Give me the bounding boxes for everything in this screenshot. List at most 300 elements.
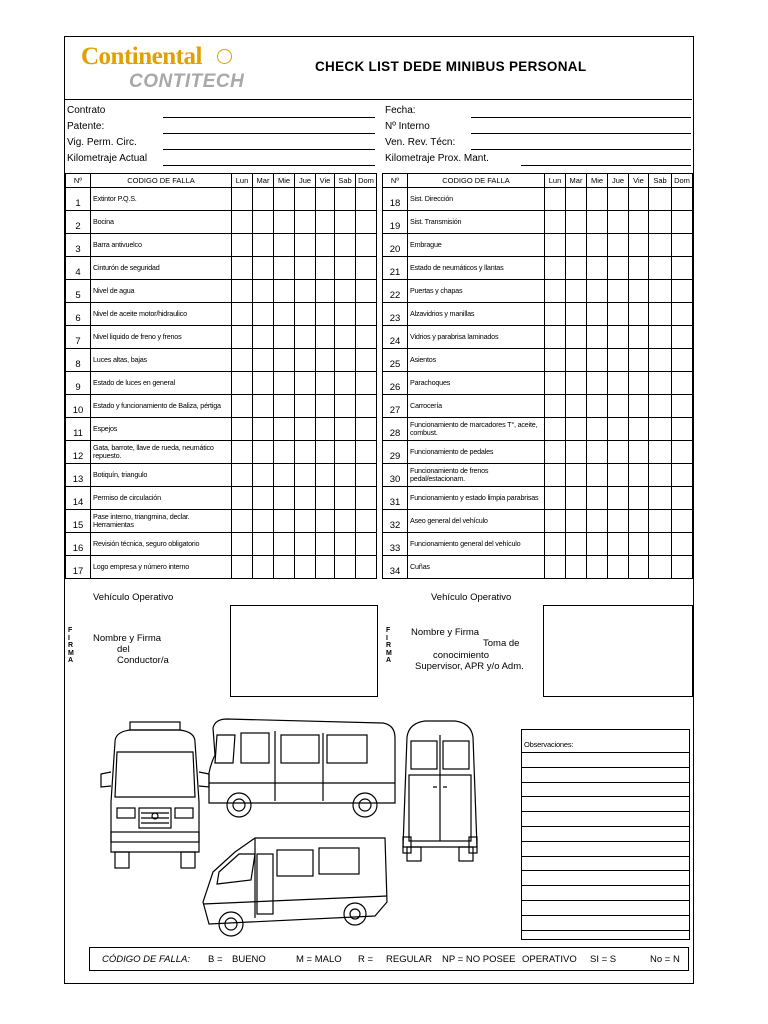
day-check-cell[interactable] bbox=[566, 464, 587, 487]
day-check-cell[interactable] bbox=[566, 188, 587, 211]
day-check-cell[interactable] bbox=[335, 556, 356, 579]
day-check-cell[interactable] bbox=[629, 510, 649, 533]
day-check-cell[interactable] bbox=[629, 418, 649, 441]
day-check-cell[interactable] bbox=[672, 188, 693, 211]
day-check-cell[interactable] bbox=[649, 326, 672, 349]
day-check-cell[interactable] bbox=[649, 349, 672, 372]
day-check-cell[interactable] bbox=[649, 303, 672, 326]
day-check-cell[interactable] bbox=[335, 533, 356, 556]
day-check-cell[interactable] bbox=[672, 257, 693, 280]
legend-bueno: BUENO bbox=[232, 954, 266, 965]
day-check-cell[interactable] bbox=[295, 303, 316, 326]
day-check-cell[interactable] bbox=[356, 372, 377, 395]
day-check-cell[interactable] bbox=[672, 234, 693, 257]
header-day: Dom bbox=[356, 174, 377, 188]
day-check-cell[interactable] bbox=[295, 464, 316, 487]
day-check-cell[interactable] bbox=[649, 487, 672, 510]
checklist-row bbox=[66, 464, 377, 487]
day-check-cell[interactable] bbox=[566, 556, 587, 579]
day-check-cell[interactable] bbox=[545, 464, 566, 487]
day-check-cell[interactable] bbox=[316, 349, 335, 372]
day-check-cell[interactable] bbox=[356, 464, 377, 487]
day-check-cell[interactable] bbox=[232, 372, 253, 395]
day-check-cell[interactable] bbox=[316, 326, 335, 349]
day-check-cell[interactable] bbox=[253, 418, 274, 441]
day-check-cell[interactable] bbox=[566, 418, 587, 441]
day-check-cell[interactable] bbox=[295, 349, 316, 372]
item-number: 20 bbox=[383, 234, 408, 257]
form-header bbox=[65, 37, 692, 100]
day-check-cell[interactable] bbox=[672, 303, 693, 326]
day-check-cell[interactable] bbox=[566, 487, 587, 510]
day-check-cell[interactable] bbox=[253, 372, 274, 395]
item-description: Gata, barrote, llave de rueda, neumático repuesto. bbox=[91, 441, 232, 464]
day-check-cell[interactable] bbox=[253, 487, 274, 510]
day-check-cell[interactable] bbox=[566, 326, 587, 349]
vig-perm-field[interactable] bbox=[163, 149, 375, 150]
day-check-cell[interactable] bbox=[608, 418, 629, 441]
day-check-cell[interactable] bbox=[253, 441, 274, 464]
day-check-cell[interactable] bbox=[335, 395, 356, 418]
day-check-cell[interactable] bbox=[253, 257, 274, 280]
day-check-cell[interactable] bbox=[335, 510, 356, 533]
day-check-cell[interactable] bbox=[335, 211, 356, 234]
header-day: Jue bbox=[295, 174, 316, 188]
day-check-cell[interactable] bbox=[356, 556, 377, 579]
day-check-cell[interactable] bbox=[649, 188, 672, 211]
day-check-cell[interactable] bbox=[274, 372, 295, 395]
item-number: 6 bbox=[66, 303, 91, 326]
day-check-cell[interactable] bbox=[274, 441, 295, 464]
checklist-row bbox=[66, 372, 377, 395]
day-check-cell[interactable] bbox=[335, 326, 356, 349]
patente-field[interactable] bbox=[163, 133, 375, 134]
header-day: Sab bbox=[335, 174, 356, 188]
day-check-cell[interactable] bbox=[274, 211, 295, 234]
day-check-cell[interactable] bbox=[566, 257, 587, 280]
day-check-cell[interactable] bbox=[316, 441, 335, 464]
day-check-cell[interactable] bbox=[649, 464, 672, 487]
day-check-cell[interactable] bbox=[232, 280, 253, 303]
day-check-cell[interactable] bbox=[253, 556, 274, 579]
day-check-cell[interactable] bbox=[545, 395, 566, 418]
day-check-cell[interactable] bbox=[316, 464, 335, 487]
day-check-cell[interactable] bbox=[232, 257, 253, 280]
checklist-row bbox=[66, 441, 377, 464]
interno-field[interactable] bbox=[471, 133, 691, 134]
day-check-cell[interactable] bbox=[232, 303, 253, 326]
day-check-cell[interactable] bbox=[587, 280, 608, 303]
day-check-cell[interactable] bbox=[545, 234, 566, 257]
day-check-cell[interactable] bbox=[545, 533, 566, 556]
day-check-cell[interactable] bbox=[356, 349, 377, 372]
day-check-cell[interactable] bbox=[672, 418, 693, 441]
header-day: Mie bbox=[587, 174, 608, 188]
day-check-cell[interactable] bbox=[253, 510, 274, 533]
day-check-cell[interactable] bbox=[608, 556, 629, 579]
day-check-cell[interactable] bbox=[672, 326, 693, 349]
day-check-cell[interactable] bbox=[232, 441, 253, 464]
day-check-cell[interactable] bbox=[608, 349, 629, 372]
day-check-cell[interactable] bbox=[587, 464, 608, 487]
fecha-field[interactable] bbox=[471, 117, 691, 118]
form-title: CHECK LIST DEDE MINIBUS PERSONAL bbox=[315, 59, 587, 74]
day-check-cell[interactable] bbox=[566, 349, 587, 372]
item-description: Funcionamiento de frenos pedal/estacionam. bbox=[408, 464, 545, 487]
day-check-cell[interactable] bbox=[587, 234, 608, 257]
sign-left-line3: Conductor/a bbox=[117, 655, 169, 666]
day-check-cell[interactable] bbox=[566, 303, 587, 326]
day-check-cell[interactable] bbox=[253, 211, 274, 234]
day-check-cell[interactable] bbox=[316, 257, 335, 280]
day-check-cell[interactable] bbox=[672, 487, 693, 510]
day-check-cell[interactable] bbox=[566, 510, 587, 533]
day-check-cell[interactable] bbox=[587, 326, 608, 349]
day-check-cell[interactable] bbox=[232, 188, 253, 211]
km-prox-field[interactable] bbox=[521, 165, 691, 166]
day-check-cell[interactable] bbox=[232, 510, 253, 533]
day-check-cell[interactable] bbox=[629, 487, 649, 510]
day-check-cell[interactable] bbox=[274, 510, 295, 533]
day-check-cell[interactable] bbox=[587, 257, 608, 280]
day-check-cell[interactable] bbox=[566, 533, 587, 556]
day-check-cell[interactable] bbox=[356, 280, 377, 303]
day-check-cell[interactable] bbox=[629, 464, 649, 487]
day-check-cell[interactable] bbox=[232, 418, 253, 441]
day-check-cell[interactable] bbox=[629, 441, 649, 464]
checklist-row bbox=[66, 257, 377, 280]
header-day: Mar bbox=[566, 174, 587, 188]
day-check-cell[interactable] bbox=[274, 418, 295, 441]
signature-box-driver[interactable] bbox=[230, 605, 378, 697]
day-check-cell[interactable] bbox=[316, 510, 335, 533]
day-check-cell[interactable] bbox=[232, 211, 253, 234]
item-number: 24 bbox=[383, 326, 408, 349]
day-check-cell[interactable] bbox=[295, 533, 316, 556]
day-check-cell[interactable] bbox=[629, 280, 649, 303]
day-check-cell[interactable] bbox=[672, 349, 693, 372]
day-check-cell[interactable] bbox=[587, 372, 608, 395]
day-check-cell[interactable] bbox=[608, 303, 629, 326]
day-check-cell[interactable] bbox=[629, 303, 649, 326]
day-check-cell[interactable] bbox=[232, 234, 253, 257]
km-actual-field[interactable] bbox=[163, 165, 375, 166]
day-check-cell[interactable] bbox=[274, 280, 295, 303]
day-check-cell[interactable] bbox=[232, 533, 253, 556]
day-check-cell[interactable] bbox=[649, 395, 672, 418]
day-check-cell[interactable] bbox=[295, 372, 316, 395]
day-check-cell[interactable] bbox=[608, 441, 629, 464]
sign-right-line2: Toma de bbox=[483, 638, 520, 649]
day-check-cell[interactable] bbox=[672, 464, 693, 487]
day-check-cell[interactable] bbox=[608, 211, 629, 234]
day-check-cell[interactable] bbox=[335, 464, 356, 487]
day-check-cell[interactable] bbox=[295, 188, 316, 211]
day-check-cell[interactable] bbox=[232, 556, 253, 579]
day-check-cell[interactable] bbox=[566, 372, 587, 395]
day-check-cell[interactable] bbox=[545, 349, 566, 372]
day-check-cell[interactable] bbox=[335, 257, 356, 280]
day-check-cell[interactable] bbox=[629, 533, 649, 556]
day-check-cell[interactable] bbox=[274, 349, 295, 372]
day-check-cell[interactable] bbox=[545, 418, 566, 441]
day-check-cell[interactable] bbox=[587, 418, 608, 441]
day-check-cell[interactable] bbox=[649, 211, 672, 234]
day-check-cell[interactable] bbox=[629, 395, 649, 418]
day-check-cell[interactable] bbox=[274, 487, 295, 510]
day-check-cell[interactable] bbox=[295, 211, 316, 234]
checklist-row bbox=[66, 280, 377, 303]
day-check-cell[interactable] bbox=[629, 188, 649, 211]
day-check-cell[interactable] bbox=[295, 418, 316, 441]
day-check-cell[interactable] bbox=[274, 303, 295, 326]
day-check-cell[interactable] bbox=[672, 280, 693, 303]
day-check-cell[interactable] bbox=[629, 372, 649, 395]
item-number: 17 bbox=[66, 556, 91, 579]
day-check-cell[interactable] bbox=[545, 372, 566, 395]
day-check-cell[interactable] bbox=[295, 280, 316, 303]
day-check-cell[interactable] bbox=[672, 556, 693, 579]
day-check-cell[interactable] bbox=[608, 326, 629, 349]
day-check-cell[interactable] bbox=[545, 303, 566, 326]
day-check-cell[interactable] bbox=[566, 280, 587, 303]
day-check-cell[interactable] bbox=[587, 211, 608, 234]
day-check-cell[interactable] bbox=[335, 280, 356, 303]
item-number: 29 bbox=[383, 441, 408, 464]
day-check-cell[interactable] bbox=[649, 257, 672, 280]
day-check-cell[interactable] bbox=[253, 395, 274, 418]
day-check-cell[interactable] bbox=[295, 510, 316, 533]
day-check-cell[interactable] bbox=[356, 395, 377, 418]
day-check-cell[interactable] bbox=[274, 395, 295, 418]
day-check-cell[interactable] bbox=[335, 418, 356, 441]
day-check-cell[interactable] bbox=[253, 349, 274, 372]
day-check-cell[interactable] bbox=[587, 188, 608, 211]
day-check-cell[interactable] bbox=[608, 372, 629, 395]
day-check-cell[interactable] bbox=[295, 441, 316, 464]
day-check-cell[interactable] bbox=[629, 211, 649, 234]
day-check-cell[interactable] bbox=[356, 234, 377, 257]
item-description: Pase interno, triangmina, declar. Herramientas bbox=[91, 510, 232, 533]
day-check-cell[interactable] bbox=[295, 487, 316, 510]
header-day: Sab bbox=[649, 174, 672, 188]
checklist-row bbox=[383, 280, 693, 303]
item-description: Carrocería bbox=[408, 395, 545, 418]
day-check-cell[interactable] bbox=[545, 188, 566, 211]
day-check-cell[interactable] bbox=[545, 257, 566, 280]
day-check-cell[interactable] bbox=[232, 464, 253, 487]
day-check-cell[interactable] bbox=[629, 326, 649, 349]
day-check-cell[interactable] bbox=[587, 441, 608, 464]
day-check-cell[interactable] bbox=[608, 487, 629, 510]
day-check-cell[interactable] bbox=[608, 510, 629, 533]
header-day: Mie bbox=[274, 174, 295, 188]
checklist-form bbox=[64, 36, 694, 984]
day-check-cell[interactable] bbox=[316, 372, 335, 395]
item-number: 10 bbox=[66, 395, 91, 418]
day-check-cell[interactable] bbox=[545, 441, 566, 464]
checklist-row bbox=[383, 487, 693, 510]
day-check-cell[interactable] bbox=[316, 188, 335, 211]
day-check-cell[interactable] bbox=[608, 395, 629, 418]
legend-label: CÓDIGO DE FALLA: bbox=[102, 954, 190, 965]
item-number: 28 bbox=[383, 418, 408, 441]
day-check-cell[interactable] bbox=[608, 257, 629, 280]
day-check-cell[interactable] bbox=[545, 556, 566, 579]
day-check-cell[interactable] bbox=[356, 418, 377, 441]
day-check-cell[interactable] bbox=[649, 280, 672, 303]
day-check-cell[interactable] bbox=[566, 395, 587, 418]
legend-np: NP = NO POSEE bbox=[442, 954, 516, 965]
day-check-cell[interactable] bbox=[335, 188, 356, 211]
day-check-cell[interactable] bbox=[316, 280, 335, 303]
day-check-cell[interactable] bbox=[356, 211, 377, 234]
day-check-cell[interactable] bbox=[232, 349, 253, 372]
day-check-cell[interactable] bbox=[295, 326, 316, 349]
day-check-cell[interactable] bbox=[356, 303, 377, 326]
day-check-cell[interactable] bbox=[316, 418, 335, 441]
day-check-cell[interactable] bbox=[649, 533, 672, 556]
day-check-cell[interactable] bbox=[672, 211, 693, 234]
day-check-cell[interactable] bbox=[335, 441, 356, 464]
day-check-cell[interactable] bbox=[649, 372, 672, 395]
day-check-cell[interactable] bbox=[253, 464, 274, 487]
day-check-cell[interactable] bbox=[566, 211, 587, 234]
day-check-cell[interactable] bbox=[356, 533, 377, 556]
day-check-cell[interactable] bbox=[274, 326, 295, 349]
day-check-cell[interactable] bbox=[274, 556, 295, 579]
item-number: 33 bbox=[383, 533, 408, 556]
day-check-cell[interactable] bbox=[587, 487, 608, 510]
item-description: Embrague bbox=[408, 234, 545, 257]
day-check-cell[interactable] bbox=[253, 280, 274, 303]
day-check-cell[interactable] bbox=[649, 234, 672, 257]
day-check-cell[interactable] bbox=[253, 303, 274, 326]
day-check-cell[interactable] bbox=[335, 487, 356, 510]
rev-tecn-field[interactable] bbox=[471, 149, 691, 150]
day-check-cell[interactable] bbox=[232, 395, 253, 418]
item-number: 22 bbox=[383, 280, 408, 303]
day-check-cell[interactable] bbox=[253, 234, 274, 257]
day-check-cell[interactable] bbox=[629, 257, 649, 280]
day-check-cell[interactable] bbox=[587, 303, 608, 326]
checklist-row bbox=[383, 556, 693, 579]
day-check-cell[interactable] bbox=[253, 188, 274, 211]
day-check-cell[interactable] bbox=[672, 533, 693, 556]
day-check-cell[interactable] bbox=[608, 188, 629, 211]
day-check-cell[interactable] bbox=[335, 349, 356, 372]
day-check-cell[interactable] bbox=[316, 211, 335, 234]
day-check-cell[interactable] bbox=[316, 234, 335, 257]
day-check-cell[interactable] bbox=[566, 441, 587, 464]
day-check-cell[interactable] bbox=[649, 510, 672, 533]
day-check-cell[interactable] bbox=[316, 533, 335, 556]
day-check-cell[interactable] bbox=[232, 487, 253, 510]
day-check-cell[interactable] bbox=[335, 372, 356, 395]
observaciones-line bbox=[522, 900, 689, 901]
observaciones-box[interactable] bbox=[521, 729, 690, 940]
day-check-cell[interactable] bbox=[587, 395, 608, 418]
day-check-cell[interactable] bbox=[316, 303, 335, 326]
day-check-cell[interactable] bbox=[545, 510, 566, 533]
day-check-cell[interactable] bbox=[335, 303, 356, 326]
checklist-row bbox=[383, 418, 693, 441]
day-check-cell[interactable] bbox=[356, 510, 377, 533]
day-check-cell[interactable] bbox=[295, 257, 316, 280]
day-check-cell[interactable] bbox=[672, 395, 693, 418]
day-check-cell[interactable] bbox=[587, 510, 608, 533]
day-check-cell[interactable] bbox=[608, 533, 629, 556]
day-check-cell[interactable] bbox=[316, 487, 335, 510]
day-check-cell[interactable] bbox=[316, 556, 335, 579]
day-check-cell[interactable] bbox=[274, 188, 295, 211]
checklist-row bbox=[66, 533, 377, 556]
day-check-cell[interactable] bbox=[356, 487, 377, 510]
day-check-cell[interactable] bbox=[356, 257, 377, 280]
day-check-cell[interactable] bbox=[587, 556, 608, 579]
day-check-cell[interactable] bbox=[608, 234, 629, 257]
day-check-cell[interactable] bbox=[629, 349, 649, 372]
day-check-cell[interactable] bbox=[274, 257, 295, 280]
day-check-cell[interactable] bbox=[356, 326, 377, 349]
logo-continental: Continental bbox=[81, 43, 202, 70]
day-check-cell[interactable] bbox=[672, 510, 693, 533]
day-check-cell[interactable] bbox=[629, 556, 649, 579]
day-check-cell[interactable] bbox=[587, 349, 608, 372]
day-check-cell[interactable] bbox=[649, 418, 672, 441]
day-check-cell[interactable] bbox=[629, 234, 649, 257]
van-rear-view-icon bbox=[395, 717, 485, 867]
day-check-cell[interactable] bbox=[672, 441, 693, 464]
day-check-cell[interactable] bbox=[545, 211, 566, 234]
sign-right-line4: Supervisor, APR y/o Adm. bbox=[415, 661, 524, 672]
day-check-cell[interactable] bbox=[672, 372, 693, 395]
day-check-cell[interactable] bbox=[274, 234, 295, 257]
day-check-cell[interactable] bbox=[545, 280, 566, 303]
item-description: Alzavidrios y manillas bbox=[408, 303, 545, 326]
day-check-cell[interactable] bbox=[545, 487, 566, 510]
signature-box-supervisor[interactable] bbox=[543, 605, 693, 697]
day-check-cell[interactable] bbox=[608, 464, 629, 487]
day-check-cell[interactable] bbox=[608, 280, 629, 303]
day-check-cell[interactable] bbox=[566, 234, 587, 257]
day-check-cell[interactable] bbox=[649, 441, 672, 464]
day-check-cell[interactable] bbox=[316, 395, 335, 418]
item-description: Espejos bbox=[91, 418, 232, 441]
day-check-cell[interactable] bbox=[253, 326, 274, 349]
day-check-cell[interactable] bbox=[232, 326, 253, 349]
day-check-cell[interactable] bbox=[335, 234, 356, 257]
day-check-cell[interactable] bbox=[295, 395, 316, 418]
legend-si: SI = S bbox=[590, 954, 617, 965]
day-check-cell[interactable] bbox=[295, 556, 316, 579]
day-check-cell[interactable] bbox=[356, 188, 377, 211]
day-check-cell[interactable] bbox=[274, 533, 295, 556]
item-number: 13 bbox=[66, 464, 91, 487]
checklist-table-right bbox=[382, 173, 693, 579]
header-code: CODIGO DE FALLA bbox=[91, 174, 232, 188]
day-check-cell[interactable] bbox=[587, 533, 608, 556]
item-number: 21 bbox=[383, 257, 408, 280]
header-day: Lun bbox=[545, 174, 566, 188]
day-check-cell[interactable] bbox=[649, 556, 672, 579]
contrato-field[interactable] bbox=[163, 117, 375, 118]
day-check-cell[interactable] bbox=[253, 533, 274, 556]
day-check-cell[interactable] bbox=[545, 326, 566, 349]
day-check-cell[interactable] bbox=[356, 441, 377, 464]
day-check-cell[interactable] bbox=[274, 464, 295, 487]
day-check-cell[interactable] bbox=[295, 234, 316, 257]
